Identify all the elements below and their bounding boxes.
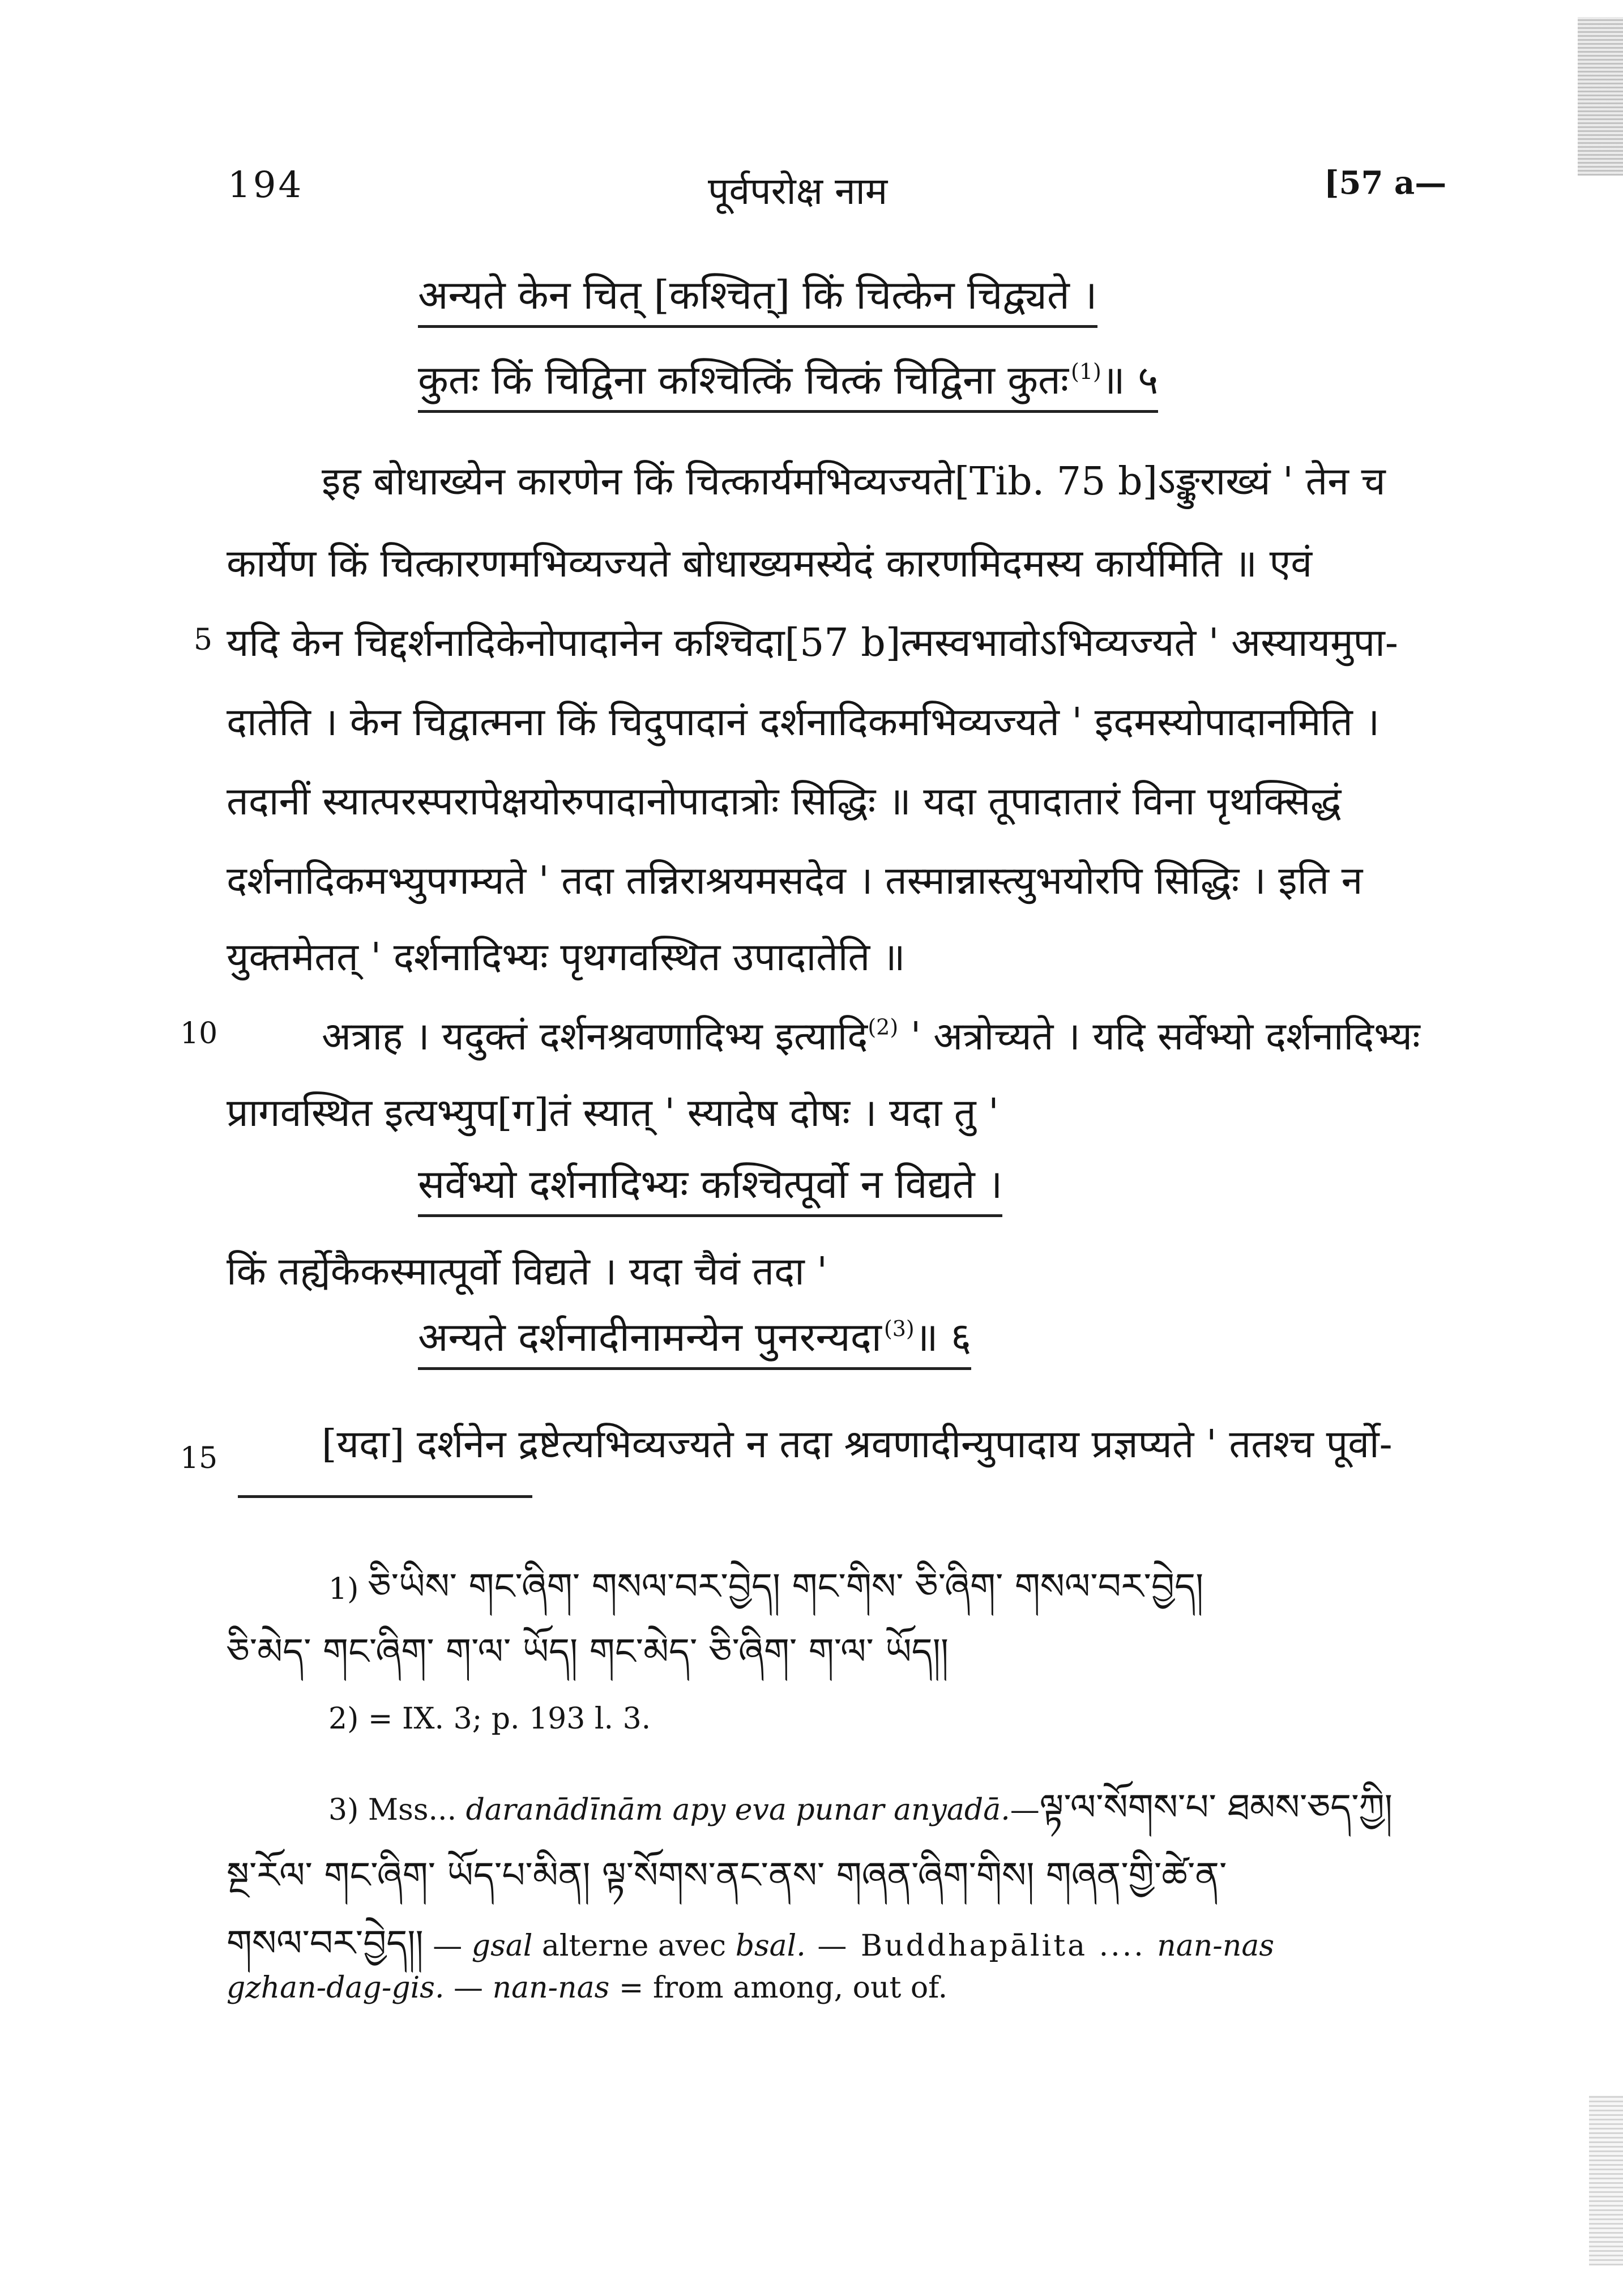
verse-1-line-1: अन्यते केन चित् [कश्चित्] किं चित्केन चिद्व्यते । — [418, 266, 1097, 328]
verse-3-text: अन्यते दर्शनादीनामन्येन पुनरन्यदा — [418, 1314, 882, 1360]
footnote-3-gloss: = from among, out of. — [609, 1971, 948, 2005]
footnote-3-tibetan-1: ལྟ་ལ་སོགས་པ་ ཐམས་ཅད་ཀྱི། — [1039, 1787, 1393, 1829]
footnote-3-nannas-2: nan-nas — [492, 1971, 610, 2005]
prose-2-line-1 — [322, 1008, 1420, 1061]
running-title: पूर्वपरोक्ष नाम — [708, 169, 888, 213]
footnote-3-buddhapalita: — Buddhapālita .... — [805, 1929, 1158, 1963]
section-marker: [57 a— — [1324, 164, 1447, 202]
footnote-ref-2: (2) — [868, 1014, 899, 1040]
page-number: 194 — [228, 164, 304, 206]
prose-1-line-4: दातेति । केन चिद्वात्मना किं चिदुपादानं दर्शनादिकमभिव्यज्यते ' इदमस्योपादानमिति । — [227, 700, 1380, 745]
footnote-1-label: 1) — [328, 1572, 359, 1606]
footnote-3-line-2: སྔ་རོལ་ གང་ཞིག་ ཡོད་པ་མིན། ལྟ་སོགས་ནང་ནས་ གཞན་ཞིག་གིས། གཞན་གྱི་ཚེ་ན་ — [227, 1855, 1227, 1897]
footnote-3-sanskrit: daranādīnām apy eva punar anyadā. — [465, 1793, 1010, 1827]
footnote-3-gzhan: gzhan-dag-gis. — [227, 1971, 445, 2005]
footnote-3-label: 3) Mss... — [328, 1793, 457, 1827]
footnote-ref-3: (3) — [883, 1316, 915, 1341]
footnote-rule — [238, 1495, 532, 1498]
footnote-3-alterne: alterne avec — [532, 1929, 736, 1963]
page-edge-shadow-bottom — [1589, 2096, 1623, 2265]
prose-1-line-2: कार्येण किं चित्कारणमभिव्यज्यते बोधाख्यमस्येदं कारणमिदमस्य कार्यमिति ॥ एवं — [227, 541, 1312, 586]
verse-1-line-2 — [418, 351, 1158, 413]
prose-2-line-1-b: ' अत्रोच्यते । यदि सर्वेभ्यो दर्शनादिभ्यः — [910, 1014, 1420, 1059]
line-number-5: 5 — [194, 623, 213, 657]
footnote-3-tibetan-3: གསལ་བར་བྱེད།། — [227, 1923, 424, 1965]
footnote-1-line-2: ཅི་མེད་ གང་ཞིག་ ག་ལ་ ཡོད། གང་མེད་ ཅི་ཞིག་ ག་ལ་ ཡོད།། — [227, 1631, 949, 1673]
footnote-3-gsal: gsal — [471, 1929, 533, 1963]
footnote-3-line-4 — [227, 1971, 947, 2005]
prose-2-line-1-a: अत्राह । यदुक्तं दर्शनश्रवणादिभ्य इत्यादि — [322, 1014, 868, 1059]
prose-1-line-6: दर्शनादिकमभ्युपगम्यते ' तदा तन्निराश्रयमसदेव । तस्मान्नास्त्युभयोरपि सिद्धिः । इति न — [227, 859, 1363, 903]
prose-1-line-7: युक्तमेतत् ' दर्शनादिभ्यः पृथगवस्थित उपादातेति ॥ — [227, 935, 906, 980]
prose-1-line-5: तदानीं स्यात्परस्परापेक्षयोरुपादानोपादात्रोः सिद्धिः ॥ यदा तूपादातारं विना पृथक्सिद्धं — [227, 779, 1342, 824]
footnote-ref-1: (1) — [1071, 359, 1101, 384]
line-number-10: 10 — [180, 1017, 218, 1051]
verse-1-line-2-text: कुतः किं चिद्विना कश्चित्किं चित्कं चिद्विना कुतः — [418, 357, 1069, 403]
verse-2: सर्वेभ्यो दर्शनादिभ्यः कश्चित्पूर्वो न विद्यते । — [418, 1155, 1002, 1217]
footnote-3-line-3: གསལ་བར་བྱེད།། — gsal alterne avec bsal. — Buddhapālita .... nan-nas — [227, 1923, 1275, 1965]
prose-4: [यदा] दर्शनेन द्रष्टेत्यभिव्यज्यते न तदा श्रवणादीन्युपादाय प्रज्ञप्यते ' ततश्च पूर्वो- — [322, 1422, 1393, 1467]
footnote-2: 2) = IX. 3; p. 193 l. 3. — [328, 1702, 651, 1736]
line-number-15: 15 — [180, 1441, 218, 1475]
prose-3: किं तर्ह्येकैकस्मात्पूर्वो विद्यते । यदा चैवं तदा ' — [227, 1249, 828, 1294]
footnote-3-dash: — — [1010, 1793, 1040, 1827]
footnote-3-bsal: bsal. — [735, 1929, 806, 1963]
verse-number-6: ॥ ६ — [914, 1314, 972, 1360]
verse-3 — [418, 1308, 971, 1370]
footnote-3-dash-2: — — [444, 1971, 493, 2005]
prose-2-line-2: प्रागवस्थित इत्यभ्युप[ग]तं स्यात् ' स्यादेष दोषः । यदा तु ' — [227, 1091, 999, 1136]
prose-1-line-3: यदि केन चिद्दर्शनादिकेनोपादानेन कश्चिदा[57 b]त्मस्वभावोऽभिव्यज्यते ' अस्यायमुपा- — [227, 621, 1398, 665]
verse-number-5: ॥ ५ — [1101, 357, 1159, 403]
page-edge-shadow — [1578, 17, 1623, 176]
prose-1-line-1: इह बोधाख्येन कारणेन किं चित्कार्यमभिव्यज्यते[Tib. 75 b]ऽङ्कुराख्यं ' तेन च — [322, 459, 1386, 504]
footnote-1-tibetan-1: ཅི་ཡིས་ གང་ཞིག་ གསལ་བར་བྱེད། གང་གིས་ ཅི་ཞིག་ གསལ་བར་བྱེད། — [368, 1566, 1204, 1608]
footnote-3-nannas: nan-nas — [1157, 1929, 1275, 1963]
